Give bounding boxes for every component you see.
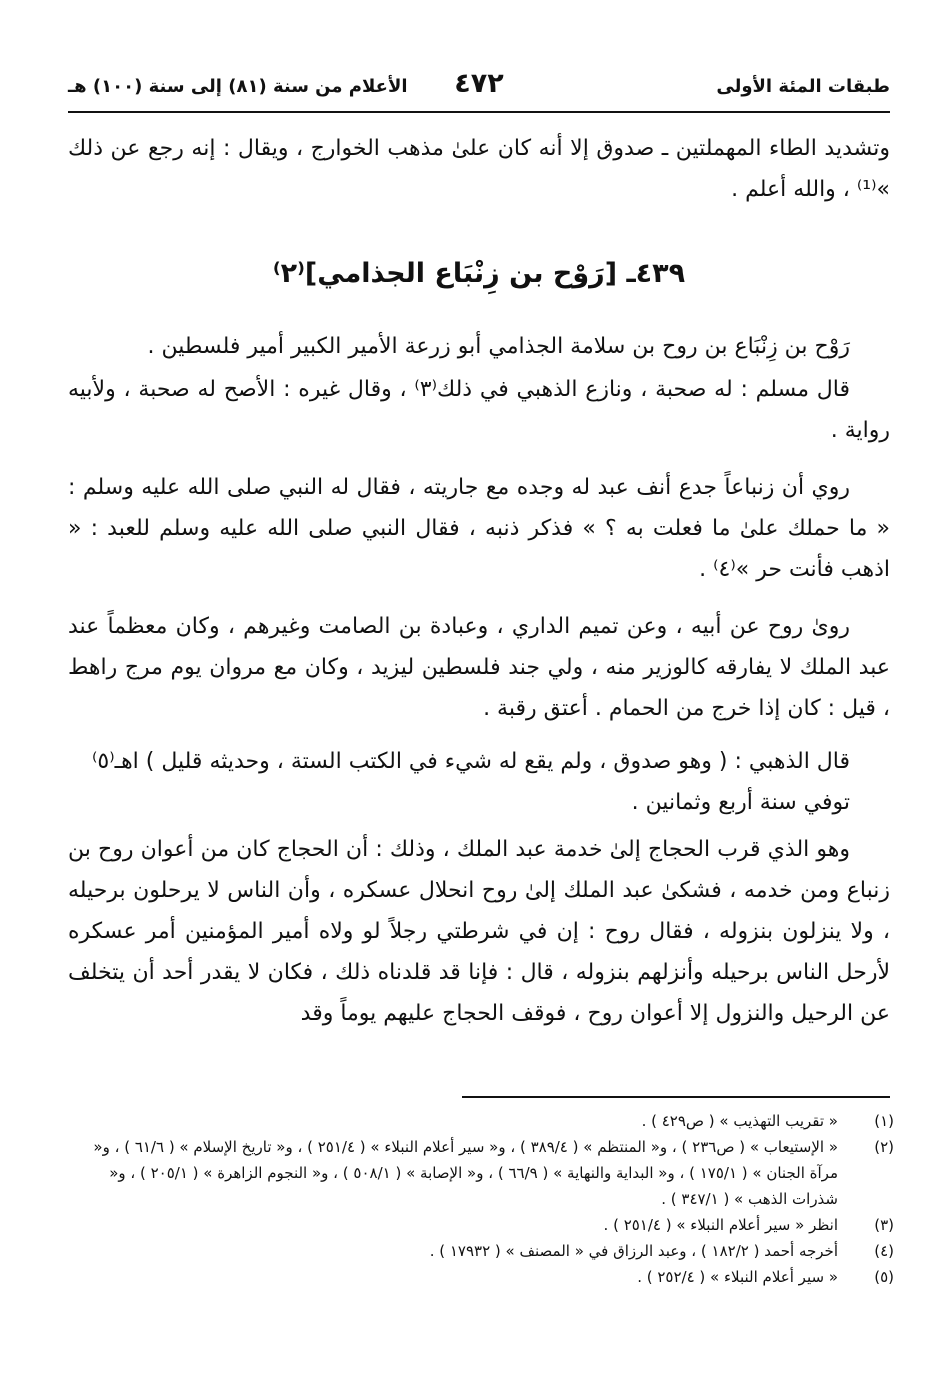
continuation-paragraph: وتشديد الطاء المهملتين ـ صدوق إلا أنه كان علىٰ مذهب الخوارج ، ويقال : إنه رجع عن ذلك »⁽¹⁾ ، والله أعلم . (68, 136, 890, 202)
book-title: طبقات المئة الأولى (716, 76, 890, 97)
footnote-number: (٢) (874, 1138, 894, 1156)
entry-paragraph: رَوْح بن زِنْبَاع بن روح بن سلامة الجذامي أبو زرعة الأمير الكبير أمير فلسطين . (147, 334, 850, 359)
footnote-text: « الإستيعاب » ( ص٢٣٦ ) ، و« المنتظم » ( ٣٨٩/٤ ) ، و« سير أعلام النبلاء » ( ٢٥١/٤ ) ، و« تاريخ الإسلام » ( ٦١/٦ ) ، و« مرآة الجنان » ( ١٧٥/١ ) ، و« البداية والنهاية » ( ٦٦/٩ ) ، و« الإصابة » ( ٥٠٨/١ ) ، و« النجوم الزاهرة » ( ٢٠٥/١ ) ، و« شذرات الذهب » ( ٣٤٧/١ ) . (93, 1138, 838, 1208)
entry-paragraph: قال مسلم : له صحبة ، ونازع الذهبي في ذلك⁽٣⁾ ، وقال غيره : الأصح له صحبة ، ولأبيه رواية . (68, 377, 890, 443)
footnotes (68, 1108, 894, 1290)
footnote-text: أخرجه أحمد ( ١٨٢/٢ ) ، وعبد الرزاق في « المصنف » ( ١٧٩٣٢ ) . (429, 1242, 838, 1260)
continuation-text (68, 128, 890, 210)
running-header (68, 66, 890, 112)
footnote-number: (٣) (874, 1216, 894, 1234)
footnote-item (68, 1108, 894, 1134)
entry-title: ٤٣٩ـ [رَوْح بن زِنْبَاع الجذامي]⁽٢⁾ (272, 258, 686, 289)
entry-body (68, 326, 890, 1034)
header-divider (68, 111, 890, 113)
footnote-item (68, 1264, 894, 1290)
footnote-text: « سير أعلام النبلاء » ( ٢٥٢/٤ ) . (637, 1268, 838, 1286)
footnote-text: « تقريب التهذيب » ( ص٤٢٩ ) . (641, 1112, 838, 1130)
footnote-divider (462, 1096, 890, 1098)
entry-paragraph: وهو الذي قرب الحجاج إلىٰ خدمة عبد الملك ، وذلك : أن الحجاج كان من أعوان روح بن زنباع ومن خدمه ، فشكىٰ عبد الملك إلىٰ روح انحلال عسكره ، وأن الناس لا يرحلون برحيله ، ولا ينزلون بنزوله ، فقال روح : إن في شرطتي رجلاً لو ولاه أمير المؤمنين أمر عسكره لأرحل الناس برحيله وأنزلهم بنزوله ، قال : فإنا قد قلدناه ذلك ، فكان لا يقدر أحد أن يتخلف عن الرحيل والنزول إلا أعوان روح ، فوقف الحجاج عليهم يوماً وقد (68, 837, 890, 1026)
footnote-number: (٥) (874, 1268, 894, 1286)
footnote-item (68, 1134, 894, 1212)
page-number: ٤٧٢ (454, 68, 504, 99)
entry-paragraph: توفي سنة أربع وثمانين . (631, 790, 850, 815)
footnote-text: انظر « سير أعلام النبلاء » ( ٢٥١/٤ ) . (603, 1216, 838, 1234)
footnote-item (68, 1212, 894, 1238)
header-range: الأعلام من سنة (٨١) إلى سنة (١٠٠) هـ (68, 76, 408, 97)
entry-paragraph: روي أن زنباعاً جدع أنف عبد له وجده مع جاريته ، فقال له النبي صلى الله عليه وسلم : « ما حملك علىٰ ما فعلت به ؟ » فذكر ذنبه ، فقال النبي صلى الله عليه وسلم للعبد : « اذهب فأنت حر »⁽٤⁾ . (68, 475, 890, 582)
footnote-number: (٤) (874, 1242, 894, 1260)
entry-paragraph: قال الذهبي : ( وهو صدوق ، ولم يقع له شيء في الكتب الستة ، وحديثه قليل ) اهـ⁽٥⁾ (91, 749, 850, 774)
entry-paragraph: روىٰ روح عن أبيه ، وعن تميم الداري ، وعبادة بن الصامت وغيرهم ، وكان معظماً عند عبد الملك لا يفارقه كالوزير منه ، ولي جند فلسطين ليزيد ، وكان مع مروان يوم مرج راهط ، قيل : كان إذا خرج من الحمام . أعتق رقبة . (68, 614, 890, 721)
footnote-number: (١) (874, 1112, 894, 1130)
footnote-item (68, 1238, 894, 1264)
